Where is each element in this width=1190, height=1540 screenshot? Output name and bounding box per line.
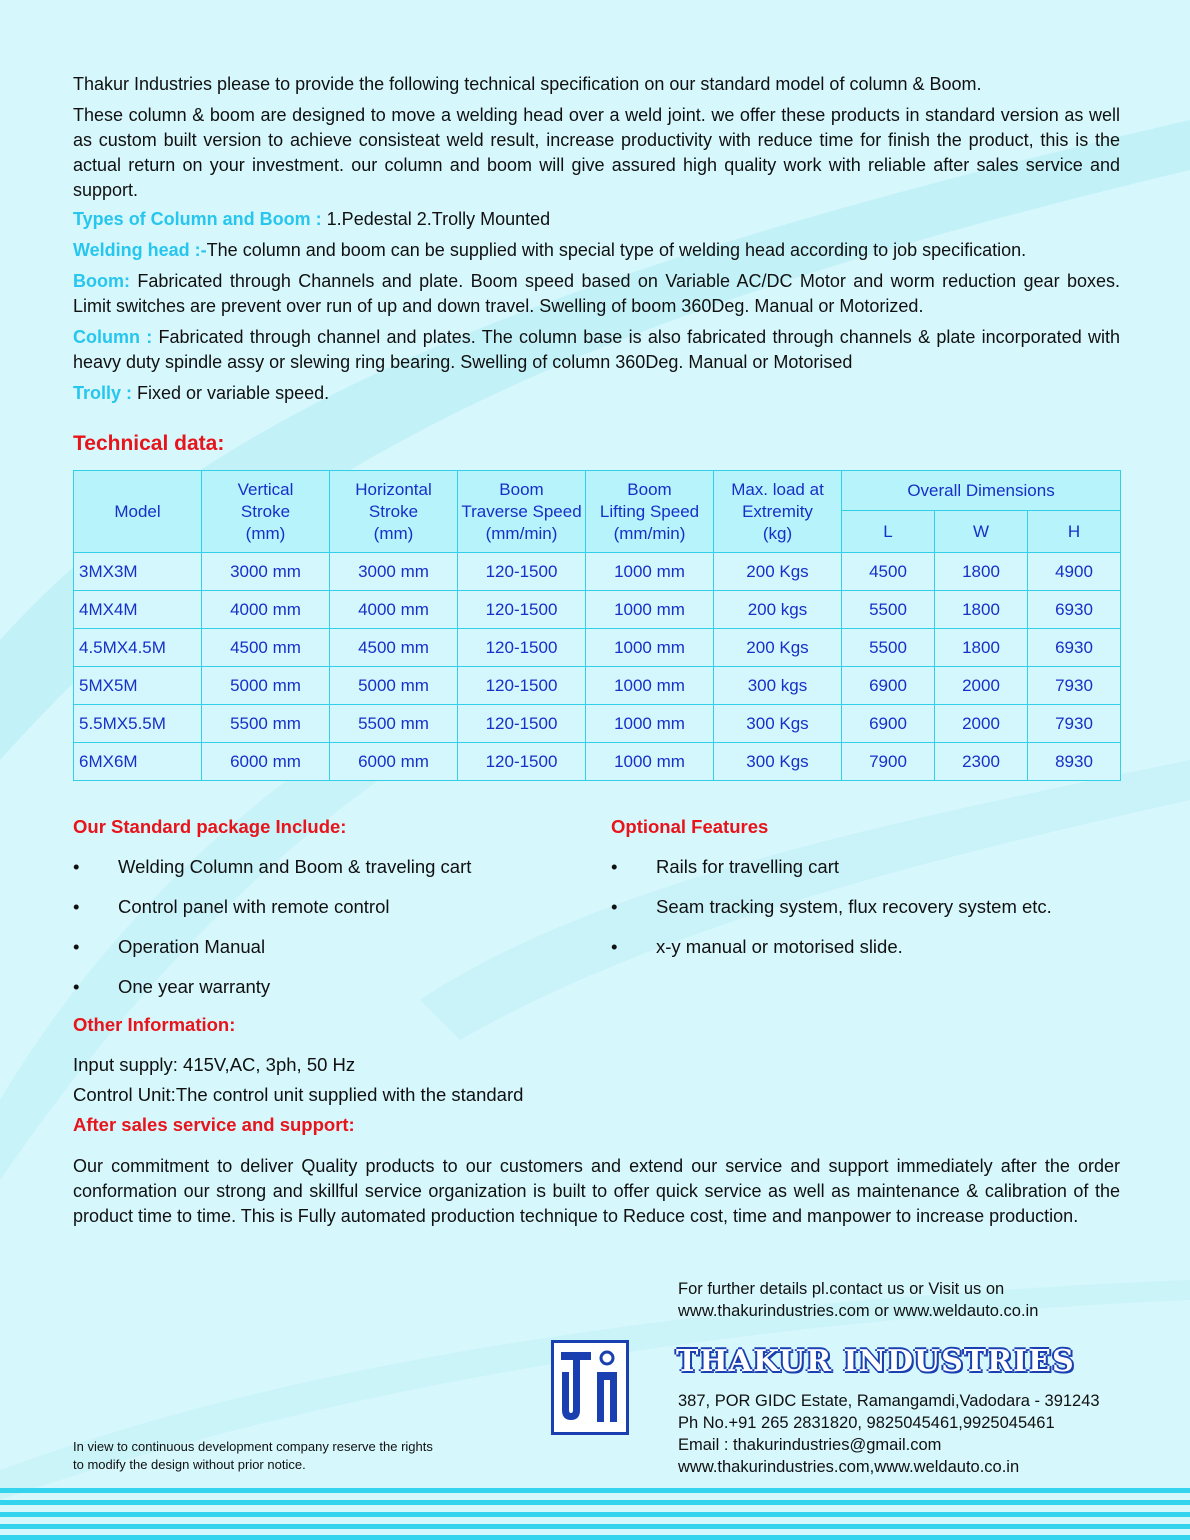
types-row — [73, 207, 1120, 232]
address-line: 387, POR GIDC Estate, Ramangamdi,Vadodara - 391243 — [678, 1392, 1100, 1410]
welding-head-label: Welding head :- — [73, 240, 207, 260]
other-information-heading: Other Information: — [73, 1014, 236, 1035]
cell: 6930 — [1028, 629, 1121, 667]
table-row — [74, 591, 1121, 629]
cell: 4000 mm — [330, 591, 458, 629]
cell: 1800 — [935, 629, 1028, 667]
contact-address-block — [678, 1390, 1100, 1478]
trolly-text: Fixed or variable speed. — [137, 383, 330, 403]
cell: 200 Kgs — [714, 629, 842, 667]
after-sales-paragraph: Our commitment to deliver Quality products to our customers and extend our service and support immediately after the order conformation our strong and skillful service organization is built to offer quick service as well as maintenance & calibration of the product time to time. This is Fully automated production technique to Reduce cost, time and manpower to increase production. — [73, 1156, 1120, 1226]
cell: 4500 — [842, 553, 935, 591]
cell: 5500 — [842, 591, 935, 629]
cell: 7930 — [1028, 667, 1121, 705]
cell: 5000 mm — [202, 667, 330, 705]
list-item: • One year warranty — [73, 976, 271, 997]
email-line[interactable]: Email : thakurindustries@gmail.com — [678, 1436, 942, 1454]
after-sales-heading: After sales service and support: — [73, 1114, 355, 1135]
cell: 120-1500 — [458, 667, 586, 705]
cell: 4000 mm — [202, 591, 330, 629]
trolly-row — [73, 381, 1120, 406]
cell: 7900 — [842, 743, 935, 781]
header-traverse-speed: Boom Traverse Speed (mm/min) — [458, 471, 586, 553]
column-text: Fabricated through channel and plates. The column base is also fabricated through channels & plate incorporated with heavy duty spindle assy or slewing ring bearing. Swelling of column 360Deg. Manual or Motorised — [73, 327, 1120, 372]
list-item: • x-y manual or motorised slide. — [611, 936, 903, 957]
cell: 4500 mm — [202, 629, 330, 667]
cell: 5000 mm — [330, 667, 458, 705]
header-horizontal-stroke: Horizontal Stroke (mm) — [330, 471, 458, 553]
disclaimer-line-2: to modify the design without prior notice. — [73, 1457, 306, 1472]
intro-line-1: Thakur Industries please to provide the following technical specification on our standard model of column & Boom. — [73, 74, 982, 94]
cell: 1000 mm — [586, 591, 714, 629]
boom-row — [73, 269, 1120, 319]
cell: 120-1500 — [458, 705, 586, 743]
list-item: • Operation Manual — [73, 936, 266, 957]
list-item: • Welding Column and Boom & traveling cart — [73, 856, 472, 877]
table-row — [74, 743, 1121, 781]
standard-package-heading: Our Standard package Include: — [73, 816, 347, 837]
header-model: Model — [74, 471, 202, 553]
cell: 3000 mm — [330, 553, 458, 591]
control-unit-text: Control Unit:The control unit supplied with the standard — [73, 1084, 524, 1105]
header-max-load: Max. load at Extremity (kg) — [714, 471, 842, 553]
cell: 7930 — [1028, 705, 1121, 743]
disclaimer-line-1: In view to continuous development company reserve the rights — [73, 1439, 433, 1454]
standard-package-list — [73, 856, 593, 1016]
technical-data-table — [73, 470, 1121, 781]
contact-further-details — [678, 1278, 1038, 1322]
cell-model: 6MX6M — [74, 743, 202, 781]
header-l: L — [842, 511, 935, 553]
cell: 120-1500 — [458, 743, 586, 781]
cell: 2000 — [935, 667, 1028, 705]
cell: 5500 — [842, 629, 935, 667]
cell-model: 5MX5M — [74, 667, 202, 705]
types-text: 1.Pedestal 2.Trolly Mounted — [326, 209, 551, 229]
input-supply-text: Input supply: 415V,AC, 3ph, 50 Hz — [73, 1054, 356, 1075]
cell-model: 5.5MX5.5M — [74, 705, 202, 743]
boom-text: Fabricated through Channels and plate. Boom speed based on Variable AC/DC Motor and worm reduction gear boxes. Limit switches are prevent over run of up and down travel. Swelling of boom 360Deg. Manual or Motorized. — [73, 271, 1120, 316]
header-w: W — [935, 511, 1028, 553]
types-label: Types of Column and Boom : — [73, 209, 327, 229]
footer-stripes — [0, 1488, 1190, 1540]
list-item: • Seam tracking system, flux recovery system etc. — [611, 896, 1052, 917]
cell: 120-1500 — [458, 591, 586, 629]
disclaimer — [73, 1438, 433, 1474]
cell: 200 kgs — [714, 591, 842, 629]
cell: 1000 mm — [586, 743, 714, 781]
cell: 6900 — [842, 705, 935, 743]
company-logo — [551, 1340, 629, 1435]
cell: 6930 — [1028, 591, 1121, 629]
welding-head-row — [73, 238, 1120, 263]
cell: 1000 mm — [586, 667, 714, 705]
table-row — [74, 629, 1121, 667]
cell: 1800 — [935, 591, 1028, 629]
cell: 120-1500 — [458, 629, 586, 667]
column-row — [73, 325, 1120, 375]
cell: 300 Kgs — [714, 705, 842, 743]
cell: 5500 mm — [330, 705, 458, 743]
cell-model: 4MX4M — [74, 591, 202, 629]
further-websites-line: www.thakurindustries.com or www.weldauto.co.in — [678, 1302, 1039, 1320]
cell-model: 3MX3M — [74, 553, 202, 591]
cell: 1000 mm — [586, 553, 714, 591]
phone-line: Ph No.+91 265 2831820, 9825045461,9925045461 — [678, 1414, 1055, 1432]
website-line[interactable]: www.thakurindustries.com,www.weldauto.co.in — [678, 1458, 1020, 1476]
intro-paragraph: These column & boom are designed to move a welding head over a weld joint. we offer these products in standard version as well as custom built version to achieve consisteat weld result, increase productivity with reduce time for finish the product, this is the actual return on your investment. our column and boom will give assured high quality work with reliable after sales service and support. — [73, 105, 1120, 200]
further-details-line: For further details pl.contact us or Visit us on — [678, 1280, 1005, 1298]
table-row — [74, 553, 1121, 591]
cell: 6000 mm — [330, 743, 458, 781]
cell: 8930 — [1028, 743, 1121, 781]
cell: 2000 — [935, 705, 1028, 743]
cell: 1000 mm — [586, 629, 714, 667]
table-row — [74, 705, 1121, 743]
header-h: H — [1028, 511, 1121, 553]
cell: 3000 mm — [202, 553, 330, 591]
table-row — [74, 667, 1121, 705]
cell: 4500 mm — [330, 629, 458, 667]
header-overall-dimensions: Overall Dimensions — [842, 471, 1121, 511]
cell: 6900 — [842, 667, 935, 705]
brand-name: THAKUR INDUSTRIES — [676, 1344, 1075, 1379]
list-item: • Control panel with remote control — [73, 896, 390, 917]
cell: 5500 mm — [202, 705, 330, 743]
optional-features-heading: Optional Features — [611, 816, 769, 837]
ti-logo-icon — [551, 1340, 629, 1435]
cell: 4900 — [1028, 553, 1121, 591]
cell: 1000 mm — [586, 705, 714, 743]
header-lifting-speed: Boom Lifting Speed (mm/min) — [586, 471, 714, 553]
header-vertical-stroke: Vertical Stroke (mm) — [202, 471, 330, 553]
cell: 200 Kgs — [714, 553, 842, 591]
list-item: • Rails for travelling cart — [611, 856, 840, 877]
welding-head-text: The column and boom can be supplied with special type of welding head according to job specification. — [206, 240, 1027, 260]
cell: 300 Kgs — [714, 743, 842, 781]
cell-model: 4.5MX4.5M — [74, 629, 202, 667]
technical-data-heading: Technical data: — [73, 432, 225, 455]
cell: 300 kgs — [714, 667, 842, 705]
cell: 6000 mm — [202, 743, 330, 781]
cell: 2300 — [935, 743, 1028, 781]
optional-features-list — [611, 856, 1120, 976]
cell: 1800 — [935, 553, 1028, 591]
trolly-label: Trolly : — [73, 383, 138, 403]
column-label: Column : — [73, 327, 159, 347]
boom-label: Boom: — [73, 271, 138, 291]
cell: 120-1500 — [458, 553, 586, 591]
